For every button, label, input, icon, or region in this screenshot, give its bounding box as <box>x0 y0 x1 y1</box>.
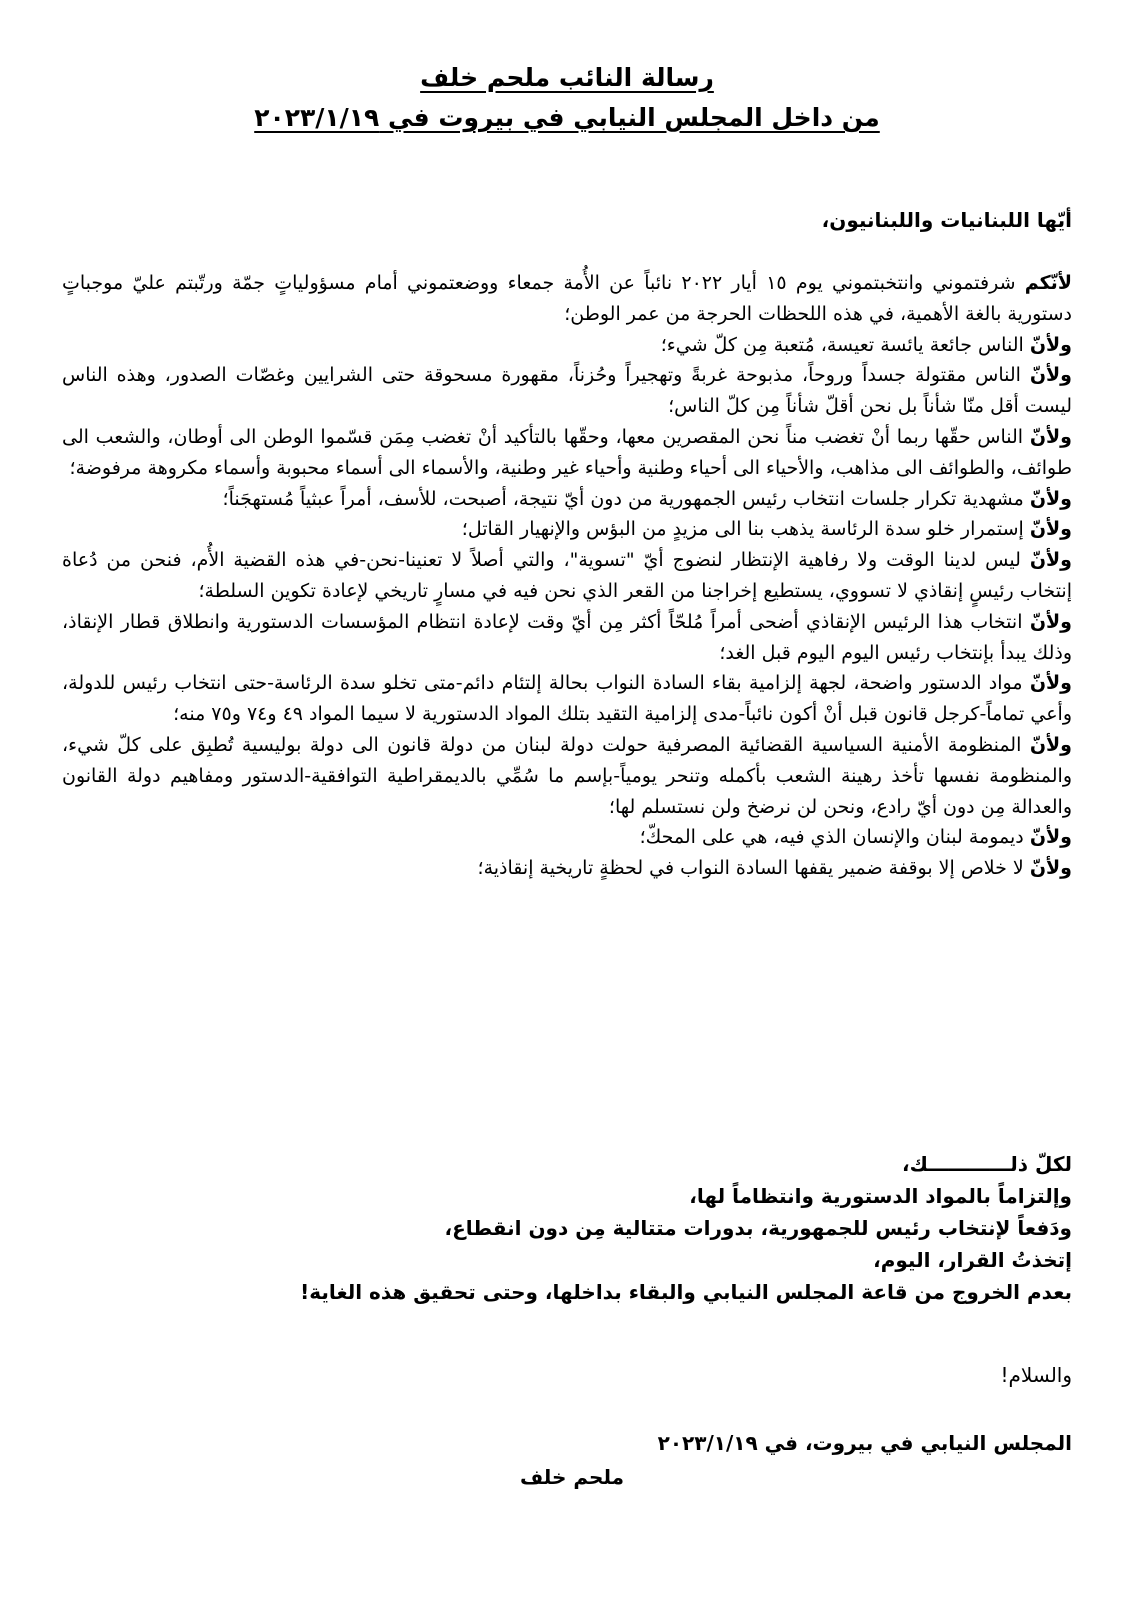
paragraph-text: الناس مقتولة جسداً وروحاً، مذبوحة غربةً وتهجيراً وحُزناً، مقهورة مسحوقة حتى الشرايين وغصّات الصدور، وهذه الناس ليست أقل منّا شأناً بل نحن أقلّ شأناً مِن كلّ الناس؛ <box>62 364 1072 418</box>
paragraph-text: ديمومة لبنان والإنسان الذي فيه، هي على المحكّ؛ <box>639 826 1030 849</box>
signature-name: ملحم خلف <box>519 1465 624 1489</box>
paragraph <box>62 484 1072 515</box>
paragraph <box>62 422 1072 484</box>
paragraph <box>62 607 1072 669</box>
title-line-2: من داخل المجلس النيابي في بيروت في ٢٠٢٣/١/١٩ <box>254 103 880 132</box>
title-line-1: رسالة النائب ملحم خلف <box>420 63 714 92</box>
paragraph-text: لا خلاص إلا بوقفة ضمير يقفها السادة النواب في لحظةٍ تاريخية إنقاذية؛ <box>477 857 1030 880</box>
signature-place-date: المجلس النيابي في بيروت، في ٢٠٢٣/١/١٩ <box>657 1431 1072 1455</box>
paragraph-lead: ولأنّ <box>1029 425 1072 448</box>
conclusion-line: لكلّ ذلــــــــــــك، <box>902 1152 1072 1176</box>
paragraph <box>62 853 1072 884</box>
paragraph-lead: ولأنّ <box>1029 487 1072 510</box>
paragraph <box>62 514 1072 545</box>
paragraph <box>62 668 1072 730</box>
paragraph-lead: ولأنّ <box>1029 826 1072 849</box>
paragraph-lead: ولأنّ <box>1029 333 1072 356</box>
paragraph-text: مشهدية تكرار جلسات انتخاب رئيس الجمهورية من دون أيّ نتيجة، أصبحت، للأسف، أمراً عبثياً مُستهجَناً؛ <box>222 487 1030 510</box>
conclusion-line: إتخذتُ القرار، اليوم، <box>873 1248 1072 1272</box>
paragraph <box>62 822 1072 853</box>
conclusion-block <box>62 1148 1072 1308</box>
paragraph-lead: ولأنّ <box>1029 857 1072 880</box>
paragraph-text: الناس جائعة يائسة تعيسة، مُتعبة مِن كلّ شيء؛ <box>660 333 1030 356</box>
paragraph-lead: ولأنّ <box>1029 549 1072 572</box>
conclusion-line: وإلتزاماً بالمواد الدستورية وانتظاماً لها، <box>689 1184 1072 1208</box>
paragraph-lead: لأنّكم <box>1024 272 1072 294</box>
paragraph-text: مواد الدستور واضحة، لجهة إلزامية بقاء السادة النواب بحالة إلتئام دائم-متى تخلو سدة الرئاسة-حتى انتخاب رئيس للدولة، وأعي تماماً-كرجل قانون قبل أنْ أكون نائباً-مدى إلزامية التقيد بتلك المواد الدستورية لا سيما المواد ٤٩ و٧٤ و٧٥ منه؛ <box>62 672 1072 726</box>
paragraph-text: المنظومة الأمنية السياسية القضائية المصرفية حولت دولة لبنان من دولة قانون الى دولة بوليسية تُطبِق على كلّ شيء، والمنظومة نفسها تأخذ رهينة الشعب بأكمله وتنحر يومياً-بإسم ما سُمِّي بالديمقراطية التوافقية-الدستور ومفاهيم دولة القانون والعدالة مِن دون أيّ رادع، ونحن لن نرضخ ولن نستسلم لها؛ <box>62 733 1072 818</box>
conclusion-line: بعدم الخروج من قاعة المجلس النيابي والبقاء بداخلها، وحتى تحقيق هذه الغاية! <box>300 1280 1072 1304</box>
paragraph <box>62 268 1072 330</box>
closing-salutation: والسلام! <box>1000 1363 1072 1387</box>
letter-body <box>62 268 1072 884</box>
paragraph-text: ليس لدينا الوقت ولا رفاهية الإنتظار لنضوج أيّ "تسوية"، والتي أصلاً لا تعنينا-نحن-في هذه القضية الأُم، فنحن من دُعاة إنتخاب رئيسٍ إنقاذي لا تسووي، يستطيع إخراجنا من القعر الذي نحن فيه في مسارٍ تاريخي لإعادة تكوين السلطة؛ <box>62 549 1072 602</box>
paragraph-text: شرفتموني وانتخبتموني يوم ١٥ أيار ٢٠٢٢ نائباً عن الأُمة جمعاء ووضعتموني أمام مسؤولياتٍ جمّة ورتّبتم عليّ موجباتٍ دستورية بالغة الأهمية، في هذه اللحظات الحرجة من عمر الوطن؛ <box>62 272 1072 325</box>
paragraph-text: الناس حقّها ربما أنْ تغضب مناً نحن المقصرين معها، وحقّها بالتأكيد أنْ تغضب مِمَن قسّموا الوطن الى أوطان، والشعب الى طوائف، والطوائف الى مذاهب، والأحياء الى أحياء وطنية وأحياء غير وطنية، والأسماء الى أسماء محبوبة وأسماء مكروهة مرفوضة؛ <box>62 425 1072 479</box>
paragraph-lead: ولأنّ <box>1029 610 1072 633</box>
letter-page <box>62 0 1072 1599</box>
paragraph <box>62 360 1072 422</box>
paragraph-text: إستمرار خلو سدة الرئاسة يذهب بنا الى مزيدٍ من البؤس والإنهيار القاتل؛ <box>461 518 1030 541</box>
paragraph-lead: ولأنّ <box>1029 364 1072 387</box>
paragraph <box>62 330 1072 361</box>
greeting: أيّها اللبنانيات واللبنانيون، <box>821 208 1072 232</box>
paragraph-lead: ولأنّ <box>1029 672 1072 695</box>
paragraph-lead: ولأنّ <box>1029 518 1072 541</box>
paragraph <box>62 730 1072 822</box>
paragraph-text: انتخاب هذا الرئيس الإنقاذي أضحى أمراً مُلحّاً أكثر مِن أيّ وقت لإعادة انتظام المؤسسات الدستورية وانطلاق قطار الإنقاذ، وذلك يبدأ بإنتخاب رئيس اليوم اليوم قبل الغد؛ <box>62 610 1072 664</box>
letter-title <box>62 58 1072 138</box>
paragraph <box>62 545 1072 607</box>
paragraph-lead: ولأنّ <box>1029 733 1072 756</box>
conclusion-line: ودَفعاً لإنتخاب رئيس للجمهورية، بدورات متتالية مِن دون انقطاع، <box>444 1216 1072 1240</box>
